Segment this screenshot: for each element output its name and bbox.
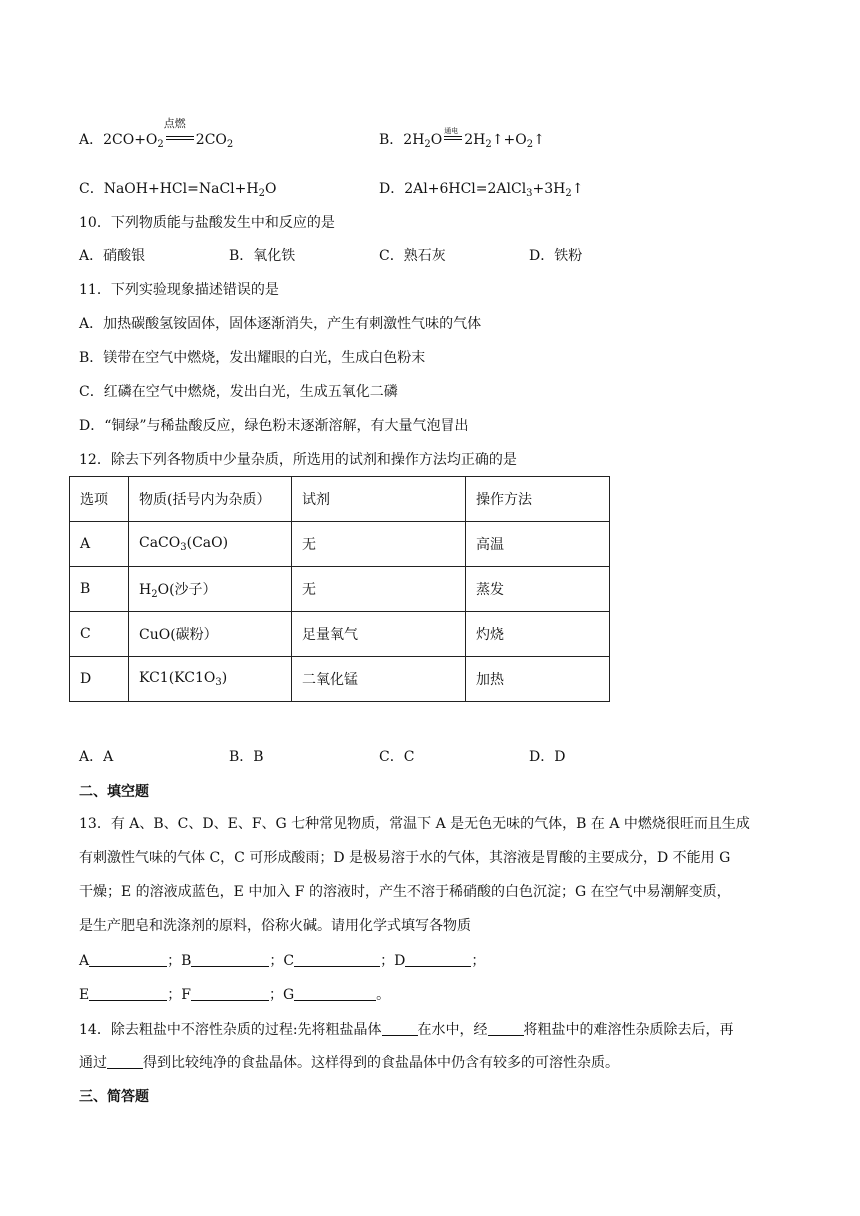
q9-option-b: B．$2H_2O$ 通电 $2H_2↑+O_2↑$ [379,130,545,155]
table-cell: A [70,522,129,567]
q12-option-b: B．B [229,749,264,765]
q10-option-c: C．熟石灰 [379,248,446,264]
section-heading-fill-in: 二、填空题 [79,784,149,800]
table-cell: 加热 [466,657,610,702]
table-header: 物质(括号内为杂质） [129,477,292,522]
q13-line-4: 是生产肥皂和洗涤剂的原料，俗称火碱。请用化学式填写各物质 [79,918,471,934]
table-header: 选项 [70,477,129,522]
table-row [70,567,610,612]
q11-option-d: D．“铜绿”与稀盐酸反应，绿色粉末逐渐溶解，有大量气泡冒出 [79,418,469,434]
q13-blanks-row-2: E ；F ；G 。 [79,984,390,1005]
table-cell: 高温 [466,522,610,567]
blank-filter[interactable] [488,1019,524,1036]
blank-dissolve[interactable] [382,1019,418,1036]
table-cell: C [70,612,129,657]
q13-blanks-row-1: A ；B ；C ；D ； [79,950,485,971]
blank-evaporate[interactable] [107,1052,143,1069]
q12-option-c: C．C [379,749,415,765]
blank-e[interactable] [89,984,167,1001]
q9-option-c: C．$NaOH+HCl=NaCl+H_2O$ [79,181,277,199]
q13-line-2: 有刺激性气味的气体 C，C 可形成酸雨；D 是极易溶于水的气体，其溶液是胃酸的主要成分，D 不能用 G [79,850,731,866]
q10-option-b: B．氧化铁 [229,248,296,264]
table-row [70,657,610,702]
q11-stem: 11．下列实验现象描述错误的是 [79,282,279,298]
table-cell: 无 [292,522,466,567]
table-header-row [70,477,610,522]
table-row [70,612,610,657]
blank-b[interactable] [191,950,269,967]
table-cell: B [70,567,129,612]
q12-option-d: D．D [529,749,566,765]
q11-option-c: C．红磷在空气中燃烧，发出白光，生成五氧化二磷 [79,384,398,400]
table-cell: CaCO$_3$(CaO) [129,522,292,567]
q14-line-1: 14．除去粗盐中不溶性杂质的过程:先将粗盐晶体 在水中，经 将粗盐中的难溶性杂质除去后，再 [79,1019,734,1040]
blank-c[interactable] [294,950,380,967]
table-cell: CuO(碳粉） [129,612,292,657]
q10-option-d: D．铁粉 [529,248,583,264]
condition-electrolysis: 通电 [444,127,459,135]
q10-stem: 10．下列物质能与盐酸发生中和反应的是 [79,215,335,231]
q12-option-a: A．A [79,749,114,765]
q14-line-2: 通过 得到比较纯净的食盐晶体。这样得到的食盐晶体中仍含有较多的可溶性杂质。 [79,1052,619,1073]
table-row [70,522,610,567]
table-cell: $KC1(KC1O_3)$ [129,657,292,702]
table-header: 试剂 [292,477,466,522]
blank-d[interactable] [405,950,471,967]
table-cell: 无 [292,567,466,612]
q10-option-a: A．硝酸银 [79,248,146,264]
q13-line-1: 13．有 A、B、C、D、E、F、G 七种常见物质，常温下 A 是无色无味的气体，B 在 A 中燃烧很旺而且生成 [79,816,750,832]
blank-a[interactable] [89,950,167,967]
table-header: 操作方法 [466,477,610,522]
q11-option-a: A．加热碳酸氢铵固体，固体逐渐消失，产生有刺激性气味的气体 [79,316,482,332]
table-cell: $H_2O$(沙子） [129,567,292,612]
q11-option-b: B．镁带在空气中燃烧，发出耀眼的白光，生成白色粉末 [79,350,426,366]
table-cell: D [70,657,129,702]
blank-g[interactable] [294,984,376,1001]
table-cell: 二氧化锰 [292,657,466,702]
q13-line-3: 干燥；E 的溶液成蓝色，E 中加入 F 的溶液时，产生不溶于稀硝酸的白色沉淀；G 在空气中易潮解变质， [79,884,731,900]
section-heading-short-answer: 三、简答题 [79,1089,149,1105]
q12-table [69,476,610,702]
table-cell: 足量氧气 [292,612,466,657]
blank-f[interactable] [191,984,269,1001]
q9-option-d: D．$2Al+6HCl=2AlCl_3+3H_2↑$ [379,181,584,199]
table-cell: 灼烧 [466,612,610,657]
condition-ignite: 点燃 [163,117,186,130]
table-cell: 蒸发 [466,567,610,612]
q9-option-a: A．$2CO+O_2$ 点燃 $2CO_2$ [79,130,233,155]
q12-stem: 12．除去下列各物质中少量杂质，所选用的试剂和操作方法均正确的是 [79,452,517,468]
